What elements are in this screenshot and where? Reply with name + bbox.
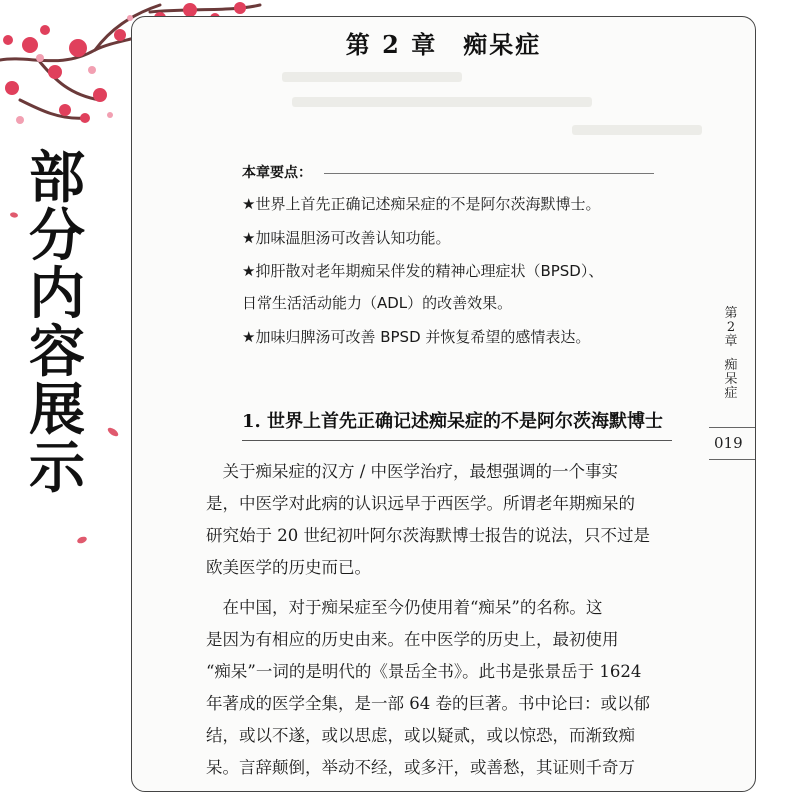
chapter-title: 第 2 章 痴呆症 [345, 30, 542, 59]
key-point-line: ★世界上首先正确记述痴呆症的不是阿尔茨海默博士。 [242, 195, 601, 213]
body-text-line: 研究始于 20 世纪初叶阿尔茨海默博士报告的说法，只不过是 [206, 526, 650, 545]
body-text-line: 呆。言辞颠倒，举动不经，或多汗，或善愁，其证则千奇万 [206, 758, 635, 777]
side-label-char: 内 [29, 262, 85, 327]
key-point-line: ★加味归脾汤可改善 BPSD 并恢复希望的感情表达。 [242, 328, 591, 346]
key-points-heading: 本章要点： [242, 165, 312, 181]
section-title: 1. 世界上首先正确记述痴呆症的不是阿尔茨海默博士 [242, 411, 664, 432]
page-number: 019 [714, 434, 743, 452]
bleed-through-text [572, 125, 702, 135]
side-label-char: 部 [29, 146, 85, 211]
body-text-line: 是，中医学对此病的认识远早于西医学。所谓老年期痴呆的 [206, 494, 635, 513]
body-text-line: “痴呆”一词的是明代的《景岳全书》。此书是张景岳于 1624 [206, 662, 642, 681]
page-number-rule-bottom [709, 459, 755, 460]
section-title-rule [242, 440, 672, 441]
body-text-line: 欧美医学的历史而已。 [206, 558, 371, 577]
side-label-char: 容 [29, 320, 85, 385]
body-text-line: 在中国，对于痴呆症至今仍使用着“痴呆”的名称。这 [206, 598, 603, 617]
running-head-char: 痴 [724, 358, 738, 373]
body-text-line: 是因为有相应的历史由来。在中医学的历史上，最初使用 [206, 630, 619, 649]
running-head-char: 2 [726, 320, 736, 335]
running-head [724, 307, 738, 401]
page-number-rule-top [709, 427, 755, 428]
side-label-char: 展 [29, 378, 85, 443]
running-head-char: 呆 [724, 372, 738, 387]
running-head-char: 症 [724, 386, 738, 401]
running-head-char: 章 [724, 334, 738, 349]
bleed-through-text [292, 97, 592, 107]
running-head-char: 第 [724, 306, 738, 321]
body-text-line: 关于痴呆症的汉方 / 中医学治疗，最想强调的一个事实 [206, 462, 619, 481]
key-point-line: ★抑肝散对老年期痴呆伴发的精神心理症状（BPSD）、 [242, 262, 604, 280]
side-label-char: 示 [29, 436, 85, 501]
body-text-line: 年著成的医学全集，是一部 64 卷的巨著。书中论曰：或以郁 [206, 694, 650, 713]
book-page [131, 16, 756, 792]
bleed-through-text [282, 72, 462, 82]
body-text-line: 结，或以不遂，或以思虑，或以疑贰，或以惊恐，而渐致痴 [206, 726, 635, 745]
key-point-line: 日常生活活动能力（ADL）的改善效果。 [242, 294, 513, 312]
key-point-line: ★加味温胆汤可改善认知功能。 [242, 229, 451, 247]
side-label-vertical [22, 146, 92, 501]
side-label-char: 分 [29, 204, 85, 269]
key-points-rule [324, 173, 654, 174]
